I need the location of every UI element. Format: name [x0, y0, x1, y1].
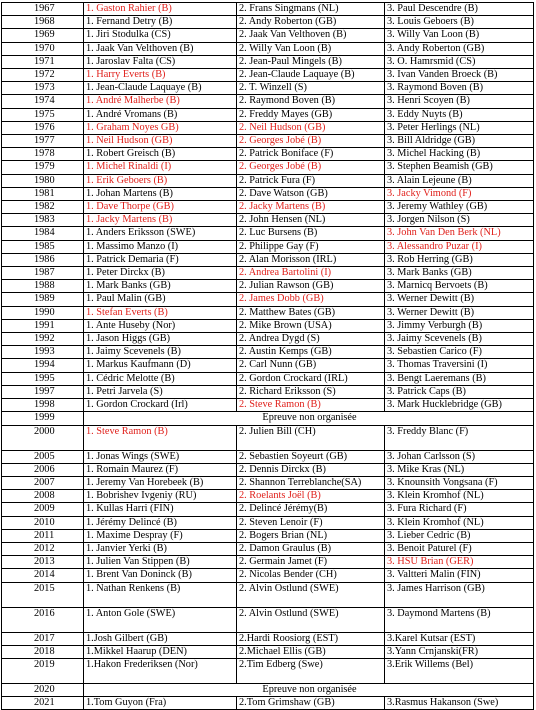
third-place-cell: 3. HSU Brian (GER) [385, 556, 534, 569]
third-place-cell: 3.Yann Crnjanski(FR) [385, 645, 534, 658]
first-place-cell: 1. Robert Greisch (B) [84, 148, 237, 161]
second-place-cell: 2. Jean-Claude Laquaye (B) [237, 69, 385, 82]
table-row [2, 253, 534, 266]
second-place-cell: 2. Philippe Gay (F) [237, 240, 385, 253]
second-place-cell: 2. John Hensen (NL) [237, 214, 385, 227]
table-row [2, 306, 534, 319]
table-row [2, 425, 534, 450]
first-place-cell: 1. Jaimy Scevenels (B) [84, 346, 237, 359]
third-place-cell: 3. Mark Hucklebridge (GB) [385, 399, 534, 412]
year-cell: 2006 [2, 463, 84, 476]
second-place-cell: 2. Bogers Brian (NL) [237, 529, 385, 542]
year-cell: 1986 [2, 253, 84, 266]
first-place-cell: 1. Maxime Despray (F) [84, 529, 237, 542]
second-place-cell: 2. Steven Lenoir (F) [237, 516, 385, 529]
first-place-cell: 1.Hakon Frederiksen (Nor) [84, 658, 237, 683]
second-place-cell: 2. Andrea Bartolini (I) [237, 267, 385, 280]
third-place-cell: 3. Bill Aldridge (GB) [385, 135, 534, 148]
table-row [2, 385, 534, 398]
second-place-cell: 2. Raymond Boven (B) [237, 95, 385, 108]
table-row [2, 372, 534, 385]
year-cell: 1969 [2, 29, 84, 42]
first-place-cell: 1.Tom Guyon (Fra) [84, 697, 237, 710]
first-place-cell: 1. Nathan Renkens (B) [84, 582, 237, 607]
year-cell: 2015 [2, 582, 84, 607]
year-cell: 2014 [2, 569, 84, 582]
year-cell: 2016 [2, 607, 84, 632]
year-cell: 1976 [2, 121, 84, 134]
third-place-cell: 3. Willy Van Loon (B) [385, 29, 534, 42]
table-row [2, 399, 534, 412]
year-cell: 1990 [2, 306, 84, 319]
second-place-cell: 2. Dennis Dirckx (B) [237, 463, 385, 476]
table-row [2, 174, 534, 187]
first-place-cell: 1. Patrick Demaria (F) [84, 253, 237, 266]
second-place-cell: 2. Neil Hudson (GB) [237, 121, 385, 134]
year-cell: 1977 [2, 135, 84, 148]
not-organised-cell: Epreuve non organisée [84, 683, 534, 696]
third-place-cell: 3. Knounsith Vongsana (F) [385, 476, 534, 489]
first-place-cell: 1. Anders Eriksson (SWE) [84, 227, 237, 240]
third-place-cell: 3. Rob Herring (GB) [385, 253, 534, 266]
year-cell: 1999 [2, 412, 84, 425]
year-cell: 1983 [2, 214, 84, 227]
second-place-cell: 2.Michael Ellis (GB) [237, 645, 385, 658]
table-row [2, 227, 534, 240]
year-cell: 1981 [2, 187, 84, 200]
second-place-cell: 2. Delincé Jérémy(B) [237, 503, 385, 516]
year-cell: 1987 [2, 267, 84, 280]
first-place-cell: 1. Harry Everts (B) [84, 69, 237, 82]
not-organised-cell: Epreuve non organisée [84, 412, 534, 425]
second-place-cell: 2. Gordon Crockard (IRL) [237, 372, 385, 385]
second-place-cell: 2. Jaak Van Velthoven (B) [237, 29, 385, 42]
year-cell: 1973 [2, 82, 84, 95]
year-cell: 1984 [2, 227, 84, 240]
table-row [2, 658, 534, 683]
first-place-cell: 1. André Vromans (B) [84, 108, 237, 121]
third-place-cell: 3. Ivan Vanden Broeck (B) [385, 69, 534, 82]
table-row [2, 280, 534, 293]
year-cell: 2011 [2, 529, 84, 542]
year-cell: 1989 [2, 293, 84, 306]
second-place-cell: 2. Alvin Ostlund (SWE) [237, 582, 385, 607]
year-cell: 1968 [2, 16, 84, 29]
third-place-cell: 3. O. Hamrsmid (CS) [385, 55, 534, 68]
table-row [2, 697, 534, 710]
first-place-cell: 1. Mark Banks (GB) [84, 280, 237, 293]
first-place-cell: 1. Neil Hudson (GB) [84, 135, 237, 148]
third-place-cell: 3. Louis Geboers (B) [385, 16, 534, 29]
table-row [2, 161, 534, 174]
third-place-cell: 3. Jorgen Nilson (S) [385, 214, 534, 227]
third-place-cell: 3. Bengt Laeremans (B) [385, 372, 534, 385]
second-place-cell: 2. James Dobb (GB) [237, 293, 385, 306]
year-cell: 1971 [2, 55, 84, 68]
year-cell: 1998 [2, 399, 84, 412]
first-place-cell: 1. Ante Huseby (Nor) [84, 319, 237, 332]
second-place-cell: 2. T. Winzell (S) [237, 82, 385, 95]
first-place-cell: 1. Bobrishev Ivgeniy (RU) [84, 490, 237, 503]
table-row [2, 55, 534, 68]
first-place-cell: 1. Jonas Wings (SWE) [84, 450, 237, 463]
third-place-cell: 3. Raymond Boven (B) [385, 82, 534, 95]
first-place-cell: 1. Paul Malin (GB) [84, 293, 237, 306]
third-place-cell: 3. Lieber Cedric (B) [385, 529, 534, 542]
table-row [2, 42, 534, 55]
first-place-cell: 1. Romain Maurez (F) [84, 463, 237, 476]
first-place-cell: 1. Graham Noyes GB) [84, 121, 237, 134]
third-place-cell: 3.Rasmus Hakanson (Swe) [385, 697, 534, 710]
first-place-cell: 1. Peter Dirckx (B) [84, 267, 237, 280]
second-place-cell: 2. Georges Jobé (B) [237, 135, 385, 148]
year-cell: 2017 [2, 632, 84, 645]
table-row [2, 412, 534, 425]
year-cell: 1970 [2, 42, 84, 55]
second-place-cell: 2.Tim Edberg (Swe) [237, 658, 385, 683]
first-place-cell: 1. Michel Rinaldi (I) [84, 161, 237, 174]
first-place-cell: 1. Erik Geboers (B) [84, 174, 237, 187]
year-cell: 1993 [2, 346, 84, 359]
table-row [2, 490, 534, 503]
first-place-cell: 1. Brent Van Doninck (B) [84, 569, 237, 582]
table-row [2, 201, 534, 214]
third-place-cell: 3. Benoit Paturel (F) [385, 542, 534, 555]
year-cell: 2012 [2, 542, 84, 555]
table-row [2, 214, 534, 227]
second-place-cell: 2. Frans Singmans (NL) [237, 3, 385, 16]
third-place-cell: 3. Mike Kras (NL) [385, 463, 534, 476]
first-place-cell: 1. Jaak Van Velthoven (B) [84, 42, 237, 55]
third-place-cell: 3. Sebastien Carico (F) [385, 346, 534, 359]
third-place-cell: 3. Klein Kromhof (NL) [385, 516, 534, 529]
first-place-cell: 1. Markus Kaufmann (D) [84, 359, 237, 372]
year-cell: 2019 [2, 658, 84, 683]
second-place-cell: 2. Andy Roberton (GB) [237, 16, 385, 29]
third-place-cell: 3. Daymond Martens (B) [385, 607, 534, 632]
first-place-cell: 1. Fernand Detry (B) [84, 16, 237, 29]
third-place-cell: 3. Freddy Blanc (F) [385, 425, 534, 450]
table-row [2, 293, 534, 306]
second-place-cell: 2. Steve Ramon (B) [237, 399, 385, 412]
table-row [2, 95, 534, 108]
year-cell: 1979 [2, 161, 84, 174]
table-row [2, 267, 534, 280]
second-place-cell: 2. Sebastien Soyeurt (GB) [237, 450, 385, 463]
table-row [2, 516, 534, 529]
second-place-cell: 2. Alvin Ostlund (SWE) [237, 607, 385, 632]
table-row [2, 503, 534, 516]
third-place-cell: 3. Stephen Beamish (GB) [385, 161, 534, 174]
third-place-cell: 3. Klein Kromhof (NL) [385, 490, 534, 503]
year-cell: 2010 [2, 516, 84, 529]
first-place-cell: 1. Janvier Yerki (B) [84, 542, 237, 555]
year-cell: 1994 [2, 359, 84, 372]
second-place-cell: 2. Roelants Joël (B) [237, 490, 385, 503]
table-row [2, 240, 534, 253]
table-row [2, 683, 534, 696]
third-place-cell: 3. Henri Scoyen (B) [385, 95, 534, 108]
year-cell: 2009 [2, 503, 84, 516]
year-cell: 2018 [2, 645, 84, 658]
second-place-cell: 2. Jean-Paul Mingels (B) [237, 55, 385, 68]
year-cell: 1980 [2, 174, 84, 187]
table-row [2, 607, 534, 632]
first-place-cell: 1. Jacky Martens (B) [84, 214, 237, 227]
first-place-cell: 1.Mikkel Haarup (DEN) [84, 645, 237, 658]
year-cell: 2005 [2, 450, 84, 463]
third-place-cell: 3. Mark Banks (GB) [385, 267, 534, 280]
third-place-cell: 3. Alain Lejeune (B) [385, 174, 534, 187]
year-cell: 2007 [2, 476, 84, 489]
year-cell: 1988 [2, 280, 84, 293]
first-place-cell: 1. Jason Higgs (GB) [84, 333, 237, 346]
first-place-cell: 1. Jaroslav Falta (CS) [84, 55, 237, 68]
second-place-cell: 2. Damon Graulus (B) [237, 542, 385, 555]
first-place-cell: 1. Jérémy Delincé (B) [84, 516, 237, 529]
second-place-cell: 2. Nicolas Bender (CH) [237, 569, 385, 582]
year-cell: 1967 [2, 3, 84, 16]
table-row [2, 476, 534, 489]
third-place-cell: 3. Marnicq Bervoets (B) [385, 280, 534, 293]
table-row [2, 135, 534, 148]
year-cell: 1972 [2, 69, 84, 82]
year-cell: 1997 [2, 385, 84, 398]
first-place-cell: 1. Massimo Manzo (I) [84, 240, 237, 253]
second-place-cell: 2.Hardi Roosiorg (EST) [237, 632, 385, 645]
first-place-cell: 1. Stefan Everts (B) [84, 306, 237, 319]
second-place-cell: 2. Georges Jobé (B) [237, 161, 385, 174]
second-place-cell: 2. Mike Brown (USA) [237, 319, 385, 332]
first-place-cell: 1. Jiri Stodulka (CS) [84, 29, 237, 42]
third-place-cell: 3. Thomas Traversini (I) [385, 359, 534, 372]
table-row [2, 121, 534, 134]
table-row [2, 632, 534, 645]
table-row [2, 69, 534, 82]
table-row [2, 569, 534, 582]
second-place-cell: 2. Andrea Dygd (S) [237, 333, 385, 346]
second-place-cell: 2. Matthew Bates (GB) [237, 306, 385, 319]
third-place-cell: 3. Johan Carlsson (S) [385, 450, 534, 463]
year-cell: 2000 [2, 425, 84, 450]
table-row [2, 542, 534, 555]
second-place-cell: 2. Carl Nunn (GB) [237, 359, 385, 372]
first-place-cell: 1.Josh Gilbert (GB) [84, 632, 237, 645]
year-cell: 1974 [2, 95, 84, 108]
first-place-cell: 1. Jean-Claude Laquaye (B) [84, 82, 237, 95]
second-place-cell: 2.Tom Grimshaw (GB) [237, 697, 385, 710]
second-place-cell: 2. Willy Van Loon (B) [237, 42, 385, 55]
third-place-cell: 3. Werner Dewitt (B) [385, 293, 534, 306]
third-place-cell: 3. Eddy Nuyts (B) [385, 108, 534, 121]
first-place-cell: 1. Petri Jarvela (S) [84, 385, 237, 398]
second-place-cell: 2. Patrick Fura (F) [237, 174, 385, 187]
first-place-cell: 1. Kullas Harri (FIN) [84, 503, 237, 516]
year-cell: 1992 [2, 333, 84, 346]
year-cell: 1995 [2, 372, 84, 385]
results-table [1, 2, 534, 710]
table-row [2, 645, 534, 658]
first-place-cell: 1. Steve Ramon (B) [84, 425, 237, 450]
second-place-cell: 2. Julian Rawson (GB) [237, 280, 385, 293]
year-cell: 1985 [2, 240, 84, 253]
third-place-cell: 3. Jacky Vimond (F) [385, 187, 534, 200]
second-place-cell: 2. Shannon Terreblanche(SA) [237, 476, 385, 489]
first-place-cell: 1. Jeremy Van Horebeek (B) [84, 476, 237, 489]
second-place-cell: 2. Richard Eriksson (S) [237, 385, 385, 398]
results-body [2, 3, 534, 710]
first-place-cell: 1. Johan Martens (B) [84, 187, 237, 200]
first-place-cell: 1. Julien Van Stippen (B) [84, 556, 237, 569]
table-row [2, 450, 534, 463]
table-row [2, 582, 534, 607]
year-cell: 1978 [2, 148, 84, 161]
table-row [2, 187, 534, 200]
table-row [2, 346, 534, 359]
third-place-cell: 3.Erik Willems (Bel) [385, 658, 534, 683]
third-place-cell: 3. Paul Descendre (B) [385, 3, 534, 16]
third-place-cell: 3.Karel Kutsar (EST) [385, 632, 534, 645]
year-cell: 1982 [2, 201, 84, 214]
first-place-cell: 1. Anton Gole (SWE) [84, 607, 237, 632]
table-row [2, 29, 534, 42]
year-cell: 2008 [2, 490, 84, 503]
table-row [2, 556, 534, 569]
second-place-cell: 2. Freddy Mayes (GB) [237, 108, 385, 121]
year-cell: 1991 [2, 319, 84, 332]
second-place-cell: 2. Alan Morisson (IRL) [237, 253, 385, 266]
third-place-cell: 3. Patrick Caps (B) [385, 385, 534, 398]
year-cell: 1975 [2, 108, 84, 121]
table-row [2, 16, 534, 29]
second-place-cell: 2. Patrick Boniface (F) [237, 148, 385, 161]
third-place-cell: 3. John Van Den Berk (NL) [385, 227, 534, 240]
third-place-cell: 3. Andy Roberton (GB) [385, 42, 534, 55]
first-place-cell: 1. Gordon Crockard (Irl) [84, 399, 237, 412]
year-cell: 2013 [2, 556, 84, 569]
third-place-cell: 3. Michel Hacking (B) [385, 148, 534, 161]
second-place-cell: 2. Germain Jamet (F) [237, 556, 385, 569]
first-place-cell: 1. Cédric Melotte (B) [84, 372, 237, 385]
third-place-cell: 3. Peter Herlings (NL) [385, 121, 534, 134]
year-cell: 2020 [2, 683, 84, 696]
table-row [2, 463, 534, 476]
second-place-cell: 2. Jacky Martens (B) [237, 201, 385, 214]
first-place-cell: 1. André Malherbe (B) [84, 95, 237, 108]
third-place-cell: 3. Werner Dewitt (B) [385, 306, 534, 319]
second-place-cell: 2. Julien Bill (CH) [237, 425, 385, 450]
third-place-cell: 3. Jeremy Wathley (GB) [385, 201, 534, 214]
table-row [2, 333, 534, 346]
table-row [2, 108, 534, 121]
table-row [2, 529, 534, 542]
table-row [2, 3, 534, 16]
third-place-cell: 3. Valtteri Malin (FIN) [385, 569, 534, 582]
first-place-cell: 1. Dave Thorpe (GB) [84, 201, 237, 214]
table-row [2, 359, 534, 372]
third-place-cell: 3. Jaimy Scevenels (B) [385, 333, 534, 346]
second-place-cell: 2. Dave Watson (GB) [237, 187, 385, 200]
first-place-cell: 1. Gaston Rahier (B) [84, 3, 237, 16]
table-row [2, 319, 534, 332]
second-place-cell: 2. Luc Bursens (B) [237, 227, 385, 240]
third-place-cell: 3. Alessandro Puzar (I) [385, 240, 534, 253]
second-place-cell: 2. Austin Kemps (GB) [237, 346, 385, 359]
table-row [2, 148, 534, 161]
third-place-cell: 3. Jimmy Verburgh (B) [385, 319, 534, 332]
third-place-cell: 3. James Harrison (GB) [385, 582, 534, 607]
year-cell: 2021 [2, 697, 84, 710]
table-row [2, 82, 534, 95]
third-place-cell: 3. Fura Richard (F) [385, 503, 534, 516]
